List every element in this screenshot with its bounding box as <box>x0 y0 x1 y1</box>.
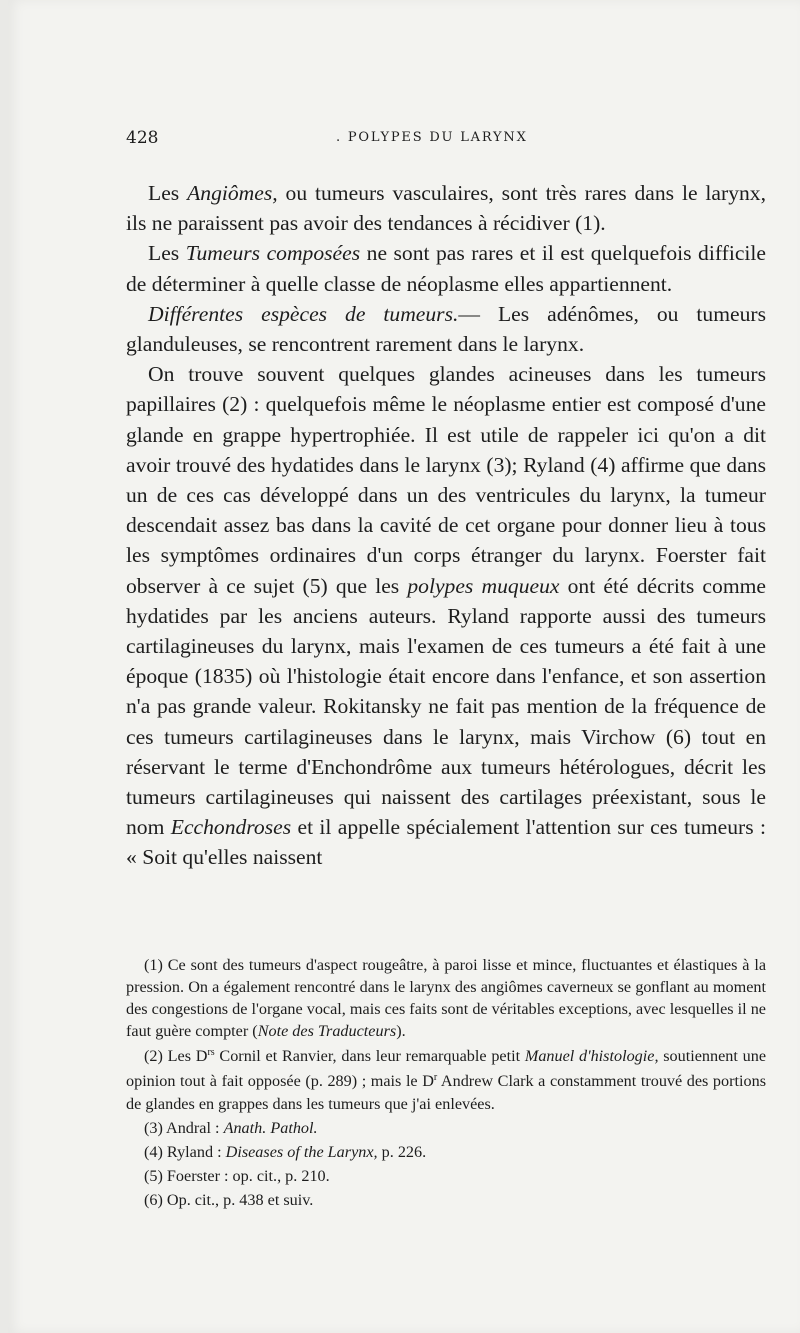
footnote-text: (5) Foerster : op. cit., p. 210. <box>144 1166 330 1185</box>
footnote-text: soutiennent une opinion tout à fait opposée (p. 289) ; mais le D <box>126 1047 766 1091</box>
text-span: ne sont pas rares et il est quelquefois difficile de déterminer à quelle classe de néoplasme elles appartiennent. <box>126 241 766 296</box>
text-span: On trouve souvent quelques glandes acineuses dans les tumeurs papillaires (2) : quelquefois même le néoplasme entier est composé d'une glande en grappe hypertrophiée. Il est utile de rappeler ici qu'on a dit avoir trouvé des hydatides dans le larynx (3); Ryland (4) affirme que dans un de ces cas développé dans un des ventricules du larynx, la tumeur descendait assez bas dans la cavité de cet organe pour donner lieu à tous les symptômes ordinaires d'un corps étranger du larynx. Foerster fait observer à ce sujet (5) que les <box>126 362 766 598</box>
footnote-5 <box>126 1165 766 1187</box>
footnote-4 <box>126 1141 766 1163</box>
footnote-text: (3) Andral : <box>144 1118 220 1137</box>
term-angiomes: Angiômes, <box>187 181 278 205</box>
footnote-text: (2) Les D <box>144 1047 208 1066</box>
footnote-text: Andrew Clark a constamment trouvé des portions de glandes en grappes dans les tumeurs que j'ai enlevées. <box>126 1072 766 1113</box>
footnote-1 <box>126 954 766 1042</box>
text-span: et il appelle spécialement l'attention sur ces tumeurs : « Soit qu'elles naissent <box>126 815 767 870</box>
text-span: Les <box>148 241 180 266</box>
term-tumeurs-composees: Tumeurs composées <box>185 241 361 266</box>
body-text <box>126 178 766 873</box>
text-span: ont été décrits comme hydatides par les anciens auteurs. Ryland rapporte aussi des tumeurs cartilagineuses du larynx, mais l'examen de ces tumeurs a été fait à une époque (1835) où l'histologie était encore dans l'enfance, et son assertion n'a pas grande valeur. Rokitansky ne fait pas mention de la fréquence de ces tumeurs cartilagineuses dans le larynx, mais Virchow (6) tout en réservant le terme d'Enchondrôme aux tumeurs hétérologues, décrit les tumeurs cartilagineuses qui naissent des cartilages préexistant, sous le nom <box>126 573 766 840</box>
footnote-text: ). <box>396 1022 406 1041</box>
footnote-text: Cornil et Ranvier, dans leur remarquable petit <box>214 1047 521 1066</box>
paragraph-angiomes: Les Angiômes, ou tumeurs vasculaires, sont très rares dans le larynx, ils ne paraissent pas avoir des tendances à récidiver (1). <box>126 181 766 236</box>
footnote-italic: Anath. Pathol. <box>223 1118 318 1137</box>
section-heading: Différentes espèces de tumeurs. <box>148 301 459 326</box>
book-page <box>8 0 800 1333</box>
term-polypes-muqueux: polypes muqueux <box>407 573 560 598</box>
footnote-2 <box>126 1042 766 1114</box>
superscript: r <box>433 1072 438 1084</box>
footnote-text: (4) Ryland : <box>144 1142 222 1161</box>
text-span: ou tumeurs vasculaires, sont très rares dans le larynx, ils ne paraissent pas avoir des tendances à récidiver (1). <box>126 181 766 236</box>
page-number: 428 <box>126 128 159 148</box>
footnote-text: (6) Op. cit., p. 438 et suiv. <box>144 1190 314 1209</box>
footnote-italic: Diseases of the Larynx, <box>225 1142 378 1161</box>
footnote-italic: Note des Traducteurs <box>257 1022 397 1041</box>
superscript: rs <box>207 1047 215 1059</box>
paragraph-tumeurs-composees <box>126 238 766 298</box>
running-title: . POLYPES DU LARYNX <box>336 130 528 145</box>
footnote-3 <box>126 1117 766 1139</box>
paragraph-glandes <box>126 359 766 872</box>
footnote-italic: Manuel d'histologie, <box>524 1047 659 1066</box>
footnote-6 <box>126 1189 766 1211</box>
footnotes <box>126 954 766 1211</box>
term-ecchondroses: Ecchondroses <box>170 815 292 840</box>
footnote-text: (1) Ce sont des tumeurs d'aspect rougeâtre, à paroi lisse et mince, fluctuantes et élastiques à la pression. On a également rencontré dans le larynx des angiômes caverneux se gonflant au moment des congestions de l'organe vocal, mais ces faits sont de véritables exceptions, avec lesquelles il ne faut guère compter ( <box>126 956 766 1041</box>
text-span: — Les adénômes, ou tumeurs glanduleuses, se rencontrent rarement dans le larynx. <box>126 301 766 357</box>
paragraph-differentes-especes <box>126 299 766 359</box>
footnote-text: p. 226. <box>381 1142 427 1161</box>
